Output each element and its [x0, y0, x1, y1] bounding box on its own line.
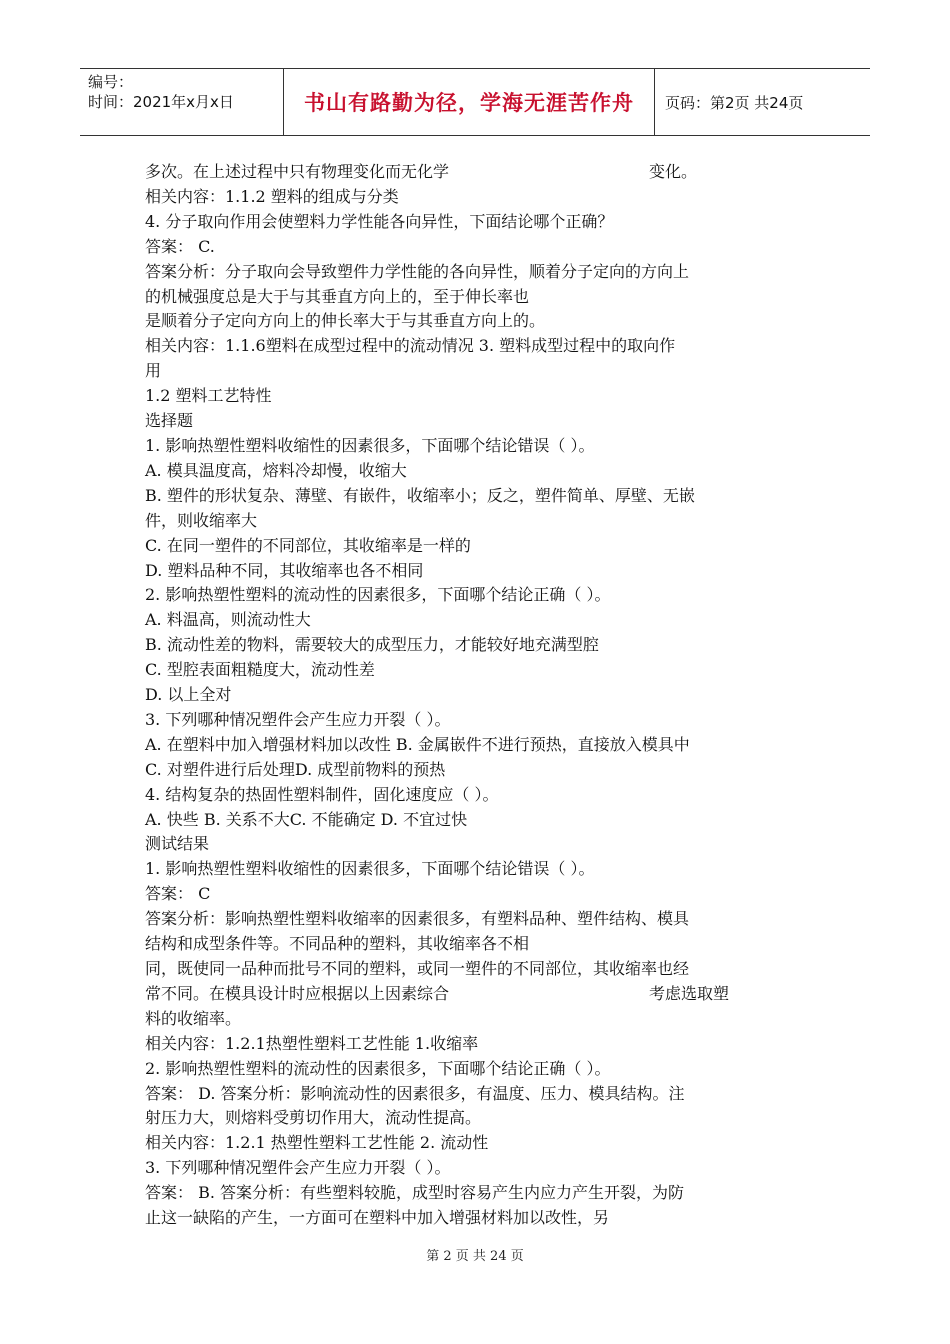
text-line	[145, 260, 810, 285]
text-line-segment: 相关内容：1.1.2 塑料的组成与分类	[145, 186, 399, 206]
text-line	[145, 1206, 810, 1231]
text-line-segment: 考虑选取塑	[649, 983, 730, 1003]
text-line-segment: 多次。在上述过程中只有物理变化而无化学	[145, 162, 450, 181]
text-line	[145, 534, 810, 559]
text-line-segment: 相关内容：1.2.1热塑性塑料工艺性能 1.收缩率	[145, 1033, 479, 1053]
text-line-segment: 3. 下列哪种情况塑件会产生应力开裂（ ）。	[145, 1158, 451, 1178]
text-line	[145, 1082, 810, 1107]
text-line-segment: 常不同。在模具设计时应根据以上因素综合	[145, 983, 450, 1003]
text-line	[145, 633, 810, 658]
text-line-segment: 3. 下列哪种情况塑件会产生应力开裂（ ）。	[145, 709, 451, 729]
text-line-segment: 答案分析：影响热塑性塑料收缩率的因素很多，有塑料品种、塑件结构、模具	[145, 909, 690, 929]
header-left-cell	[80, 69, 283, 135]
text-line	[145, 1156, 810, 1181]
text-line-segment: 止这一缺陷的产生，一方面可在塑料中加入增强材料加以改性，另	[145, 1208, 610, 1228]
text-line-segment: 是顺着分子定向方向上的伸长率大于与其垂直方向上的。	[145, 311, 546, 331]
text-line	[145, 857, 810, 882]
text-line	[145, 409, 810, 434]
text-line-segment: 答案： B. 答案分析：有些塑料较脆，成型时容易产生内应力产生开裂，为防	[145, 1183, 685, 1203]
text-line	[145, 334, 810, 359]
text-line-segment: 结构和成型条件等。不同品种的塑料，其收缩率各不相	[145, 934, 530, 954]
text-line-segment: 1. 影响热塑性塑料收缩性的因素很多，下面哪个结论错误（ ）。	[145, 859, 595, 879]
text-line	[145, 808, 810, 833]
text-line-segment: 答案： C	[145, 884, 211, 904]
text-line	[145, 907, 810, 932]
text-line	[145, 783, 810, 808]
text-line-segment: 选择题	[145, 411, 194, 431]
text-line-segment: 测试结果	[145, 834, 210, 854]
text-line-segment: 2. 影响热塑性塑料的流动性的因素很多，下面哪个结论正确（ ）。	[145, 585, 611, 605]
text-line	[145, 608, 810, 633]
text-line-segment: B. 塑件的形状复杂、薄壁、有嵌件，收缩率小；反之，塑件简单、厚壁、无嵌	[145, 485, 695, 505]
header-page-cell	[655, 69, 870, 135]
text-line-segment: 变化。	[649, 162, 698, 181]
text-line-segment: C. 型腔表面粗糙度大，流动性差	[145, 660, 375, 680]
text-line-segment: 答案： D. 答案分析：影响流动性的因素很多，有温度、压力、模具结构。注	[145, 1083, 685, 1103]
text-line	[145, 309, 810, 334]
text-line-segment: B. 流动性差的物料，需要较大的成型压力，才能较好地充满型腔	[145, 635, 599, 655]
text-line	[145, 1181, 810, 1206]
text-line	[145, 1007, 810, 1032]
text-line-segment: 4. 分子取向作用会使塑料力学性能各向异性，下面结论哪个正确？	[145, 211, 614, 231]
text-line	[145, 932, 810, 957]
text-line-segment: 件，则收缩率大	[145, 510, 258, 530]
text-line	[145, 160, 810, 185]
text-line-segment: C. 对塑件进行后处理D. 成型前物料的预热	[145, 759, 446, 779]
document-date-label: 时间：2021年x月x日	[88, 93, 234, 111]
text-line-segment: A. 在塑料中加入增强材料加以改性 B. 金属嵌件不进行预热，直接放入模具中	[145, 734, 690, 754]
document-number-label: 编号：	[88, 73, 134, 91]
text-line	[145, 384, 810, 409]
text-line	[145, 285, 810, 310]
text-line	[145, 882, 810, 907]
page-header	[80, 68, 870, 136]
text-line-segment: 用	[145, 361, 162, 381]
text-line-segment: D. 以上全对	[145, 685, 232, 705]
text-line-segment: D. 塑料品种不同，其收缩率也各不相同	[145, 560, 424, 580]
text-line	[145, 484, 810, 509]
text-line	[145, 359, 810, 384]
text-line	[145, 235, 810, 260]
text-line-segment: C. 在同一塑件的不同部位，其收缩率是一样的	[145, 535, 471, 555]
page-footer: 第 2 页 共 24 页	[426, 1249, 524, 1264]
document-body	[145, 160, 810, 1231]
text-line	[145, 658, 810, 683]
text-line-segment: A. 快些 B. 关系不大C. 不能确定 D. 不宜过快	[145, 809, 468, 829]
text-line-segment: 料的收缩率。	[145, 1008, 242, 1028]
text-line	[145, 982, 810, 1007]
text-line	[145, 1032, 810, 1057]
header-motto-cell	[283, 69, 655, 135]
text-line-segment: 4. 结构复杂的热固性塑料制件，固化速度应（ ）。	[145, 784, 499, 804]
text-line-segment: 的机械强度总是大于与其垂直方向上的，至于伸长率也	[145, 286, 530, 306]
text-line	[145, 434, 810, 459]
text-line-segment: 射压力大，则熔料受剪切作用大，流动性提高。	[145, 1108, 482, 1128]
text-line-segment: 2. 影响热塑性塑料的流动性的因素很多，下面哪个结论正确（ ）。	[145, 1058, 611, 1078]
text-line-segment: 相关内容：1.1.6塑料在成型过程中的流动情况 3. 塑料成型过程中的取向作	[145, 336, 676, 356]
header-motto: 书山有路勤为径，学海无涯苦作舟	[304, 91, 634, 115]
text-line	[145, 559, 810, 584]
text-line	[145, 210, 810, 235]
text-line-segment: 同，既使同一品种而批号不同的塑料，或同一塑件的不同部位，其收缩率也经	[145, 959, 690, 978]
text-line-segment: 1.2 塑料工艺特性	[145, 386, 272, 406]
text-line	[145, 509, 810, 534]
text-line	[145, 758, 810, 783]
text-line	[145, 957, 810, 982]
text-line-segment: 答案： C.	[145, 236, 215, 256]
text-line	[145, 832, 810, 857]
text-line	[145, 1131, 810, 1156]
text-line	[145, 459, 810, 484]
text-line	[145, 708, 810, 733]
text-line	[145, 733, 810, 758]
text-line-segment: 相关内容：1.2.1 热塑性塑料工艺性能 2. 流动性	[145, 1133, 489, 1153]
text-line-segment: 答案分析：分子取向会导致塑件力学性能的各向异性，顺着分子定向的方向上	[145, 261, 690, 281]
text-line	[145, 1106, 810, 1131]
header-page-number: 页码：第2页 共24页	[665, 93, 804, 112]
text-line	[145, 683, 810, 708]
text-line	[145, 583, 810, 608]
text-line-segment: A. 料温高，则流动性大	[145, 610, 311, 630]
text-line-segment: A. 模具温度高，熔料冷却慢，收缩大	[145, 460, 407, 480]
text-line	[145, 185, 810, 210]
text-line	[145, 1057, 810, 1082]
text-line-segment: 1. 影响热塑性塑料收缩性的因素很多，下面哪个结论错误（ ）。	[145, 435, 595, 455]
